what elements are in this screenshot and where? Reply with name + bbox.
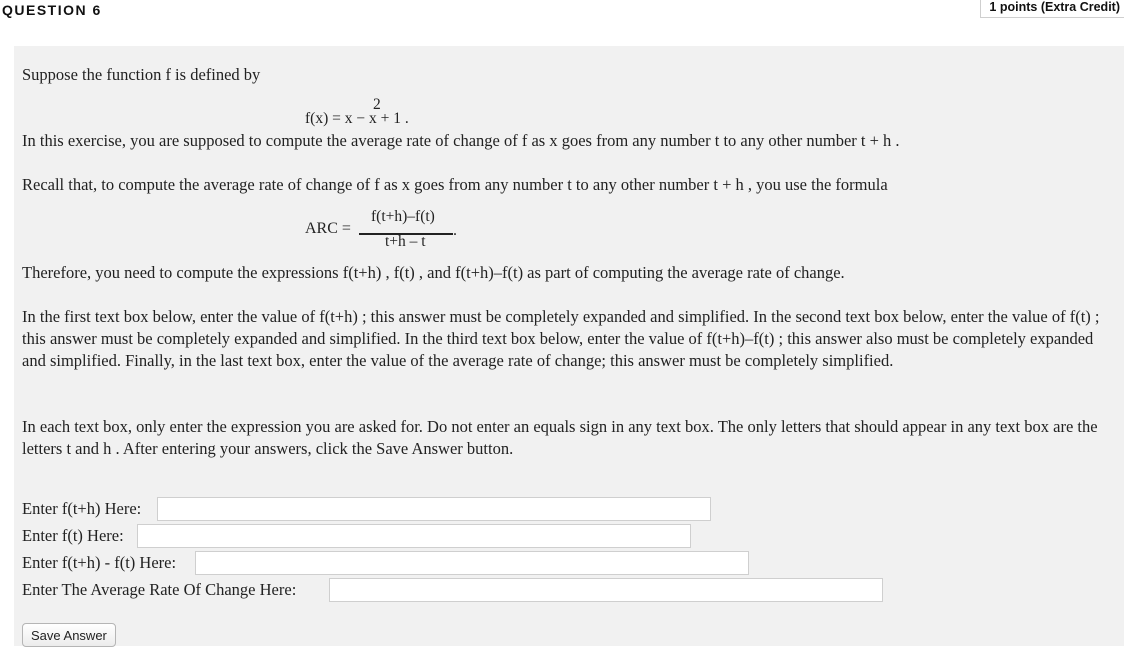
instructions-paragraph-2: In each text box, only enter the expression you are asked for. Do not enter an equals sign in any text box. The only letters that should appear in any text box are the letters t and h . After entering your answers, click the Save Answer button.	[22, 417, 1098, 458]
arc-denominator: t+h – t	[385, 233, 426, 250]
diff-label: Enter f(t+h) - f(t) Here:	[22, 553, 177, 572]
ft-input[interactable]	[137, 524, 691, 548]
exponent-2: 2	[373, 96, 381, 113]
ft-label: Enter f(t) Here:	[22, 526, 124, 545]
fth-label: Enter f(t+h) Here:	[22, 499, 142, 518]
therefore-text: Therefore, you need to compute the expressions f(t+h) , f(t) , and f(t+h)–f(t) as part of computing the average rate of change.	[22, 263, 845, 282]
fth-input[interactable]	[157, 497, 711, 521]
intro-text: Suppose the function f is defined by	[22, 65, 261, 84]
arc-label: Enter The Average Rate Of Change Here:	[22, 580, 297, 599]
recall-text: Recall that, to compute the average rate of change of f as x goes from any number t to any other number t + h , you use the formula	[22, 175, 888, 194]
arc-numerator: f(t+h)–f(t)	[371, 208, 435, 225]
arc-lhs: ARC =	[305, 220, 351, 237]
arc-input[interactable]	[329, 578, 883, 602]
instructions-paragraph-1: In the first text box below, enter the value of f(t+h) ; this answer must be completely expanded and simplified. In the second text box below, enter the value of f(t) ; this answer must be completely expanded and simplified. In the third text box below, enter the value of f(t+h)–f(t) ; this answer also must be completely expanded and simplified. Finally, in the last text box, enter the value of the average rate of change; this answer must be completely simplified.	[22, 307, 1100, 370]
question-header	[0, 0, 1124, 44]
arc-period: .	[453, 222, 457, 239]
question-panel	[14, 46, 1124, 646]
question-title: QUESTION 6	[2, 2, 102, 18]
diff-input[interactable]	[195, 551, 749, 575]
function-formula: f(x) = x − x + 1 .	[305, 110, 409, 127]
points-badge: 1 points (Extra Credit)	[980, 0, 1124, 18]
exercise-text: In this exercise, you are supposed to compute the average rate of change of f as x goes from any number t to any other number t + h .	[22, 131, 900, 150]
save-answer-button[interactable]: Save Answer	[22, 623, 116, 647]
